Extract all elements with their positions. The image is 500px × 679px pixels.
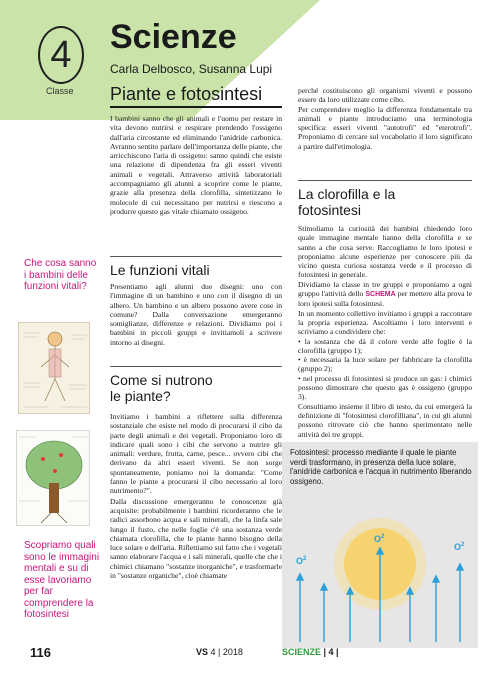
photosynthesis-illustration bbox=[282, 492, 478, 648]
article-title: Piante e fotosintesi bbox=[110, 84, 263, 104]
magazine-issue: VS 4 | 2018 bbox=[196, 647, 243, 657]
title-divider bbox=[110, 106, 282, 108]
section-heading-nutrono: Come si nutrono le piante? bbox=[110, 372, 213, 404]
page-number: 116 bbox=[30, 645, 51, 660]
section-divider bbox=[110, 366, 282, 367]
child-drawing-body bbox=[18, 322, 90, 414]
paragraph-funzioni: Presentiamo agli alunni due disegni: uno con l'immagine di un bambino e uno con il disegno di un albero. Un bambino e un albero possono avere cose in comune? Dalla conversazione emergeranno somiglianze, differenze e relazioni. Dividiamo poi i bambini in piccoli gruppi e invitiamoli a scrivere intorno ai disegni. bbox=[110, 282, 282, 347]
definition-text: Fotosintesi: processo mediante il quale le piante verdi trasformano, in presenza della luce solare, l'anidride carbonica e l'acqua in nutrimento liberando ossigeno. bbox=[290, 448, 472, 486]
paragraph-clorofilla: Stimoliamo la curiosità dei bambini chiedendo loro quale immagine mentale hanno della clorofilla e se sanno a che cosa serve. Raccogliamo le loro ipotesi e proponiamo alcune esperienze per conoscere più da vicino questa curiosa sostanza verde e il processo di fotosintesi in generale. Dividiamo la classe in tre gruppi e proponiamo a ogni gruppo l'attività dello SCHEMA per mettere alla prova le loro ipotesi sulla fotosintesi. In un momento collettivo invitiamo i gruppi a raccontare la propria esperienza. Ascoltiamo i loro interventi e scriviamo a condividere che: • la sostanza che dà il colore verde alle foglie è la clorofilla (gruppo 1); • è necessaria la luce solare per fabbricare la clorofilla (gruppo 2); • nel processo di fotosintesi si produce un gas: i chimici possono dimostrare che questo gas è ossigeno (gruppo 3). Consultiamo insieme il libro di testo, da cui emergerà la definizione di "fotosintesi clorofilliana", in cui gli alunni possono ritrovare ciò che hanno sperimentato nelle attività dei tre gruppi. bbox=[298, 224, 472, 439]
footer-subject: SCIENZE | 4 | bbox=[282, 647, 339, 657]
definition-box bbox=[282, 442, 478, 648]
sidebar-question-2: Scopriamo quali sono le immagini mentali e su di esse lavoriamo per far comprendere la fotosintesi bbox=[24, 540, 100, 620]
paragraph-nutrono: Invitiamo i bambini a riflettere sulla differenza sostanziale che esiste nel modo di procurarsi il cibo da parte degli animali e dei vegetali. Proponiamo loro di indicare quali sono i cibi che servono a nutrire gli animali: verdure, frutta, carne, pesce... ovvero cibi che derivano da altri esseri viventi. Se non sorge spontaneamente, poniamo noi la domanda: "Come fanno le piante a procurarsi il cibo necessario al loro nutrimento?". Dalla discussione emergeranno le conoscenze già acquisite: probabilmente i bambini ricorderanno che le radici assorbono acqua e sali minerali, che la linfa sale lungo il fusto, che nelle foglie c'è una sostanza verde chiamata clorofilla, che le piante hanno bisogno della luce solare e dell'aria. Riflettiamo sul fatto che i vegetali sanno elaborare l'acqua e i sali minerali, quelle che che i chimici chiamano "sostanze inorganiche", e trasformarle in "sostanze organiche", cioè chiamate bbox=[110, 412, 282, 581]
schema-label: SCHEMA bbox=[365, 291, 396, 299]
section-divider bbox=[110, 256, 282, 257]
class-number-badge: 4 bbox=[38, 26, 84, 84]
o2-label: $O^2$ bbox=[374, 534, 385, 544]
authors: Carla Delbosco, Susanna Lupi bbox=[110, 62, 273, 76]
o2-label: $O^2$ bbox=[454, 542, 465, 552]
o2-label: $O^2$ bbox=[296, 556, 307, 566]
intro-paragraph: I bambini sanno che gli animali e l'uomo per restare in vita devono nutrirsi e respirare prendendo l'ossigeno dall'aria circostante ed eliminando l'anidride carbonica. Avranno sentito parlare dell'importanza delle piante, che arricchiscono l'aria di ossigeno: sanno quindi che esiste una relazione di dipendenza fra gli esseri viventi animali e vegetali. Attraverso attività laboratoriali accompagniamo gli alunni a scoprire come le piante, grazie alla presenza della clorofilla, sintetizzano le molecole di cui necessitano per nutrirsi e riescono a produrre questo gas vitale chiamato ossigeno. bbox=[110, 114, 282, 216]
class-label: Classe bbox=[46, 86, 74, 96]
child-drawing-tree bbox=[16, 430, 90, 526]
subject-title: Scienze bbox=[110, 18, 237, 56]
section-heading-clorofilla: La clorofilla e la fotosintesi bbox=[298, 186, 396, 218]
sidebar-question-1: Che cosa sanno i bambini delle funzioni vitali? bbox=[24, 258, 97, 292]
section-heading-funzioni: Le funzioni vitali bbox=[110, 262, 210, 278]
section-divider bbox=[298, 180, 472, 181]
paragraph-col2-top: perché costituiscono gli organismi viventi e possono essere da loro utilizzate come cibo. Per comprendere meglio la differenza fondamentale tra animali e piante introduciamo una terminologia specifica: esseri viventi "autotrofi" ed "eterotrofi". Proponiamo di cercare sul vocabolario il loro significato a partire dall'etimologia. bbox=[298, 86, 472, 151]
